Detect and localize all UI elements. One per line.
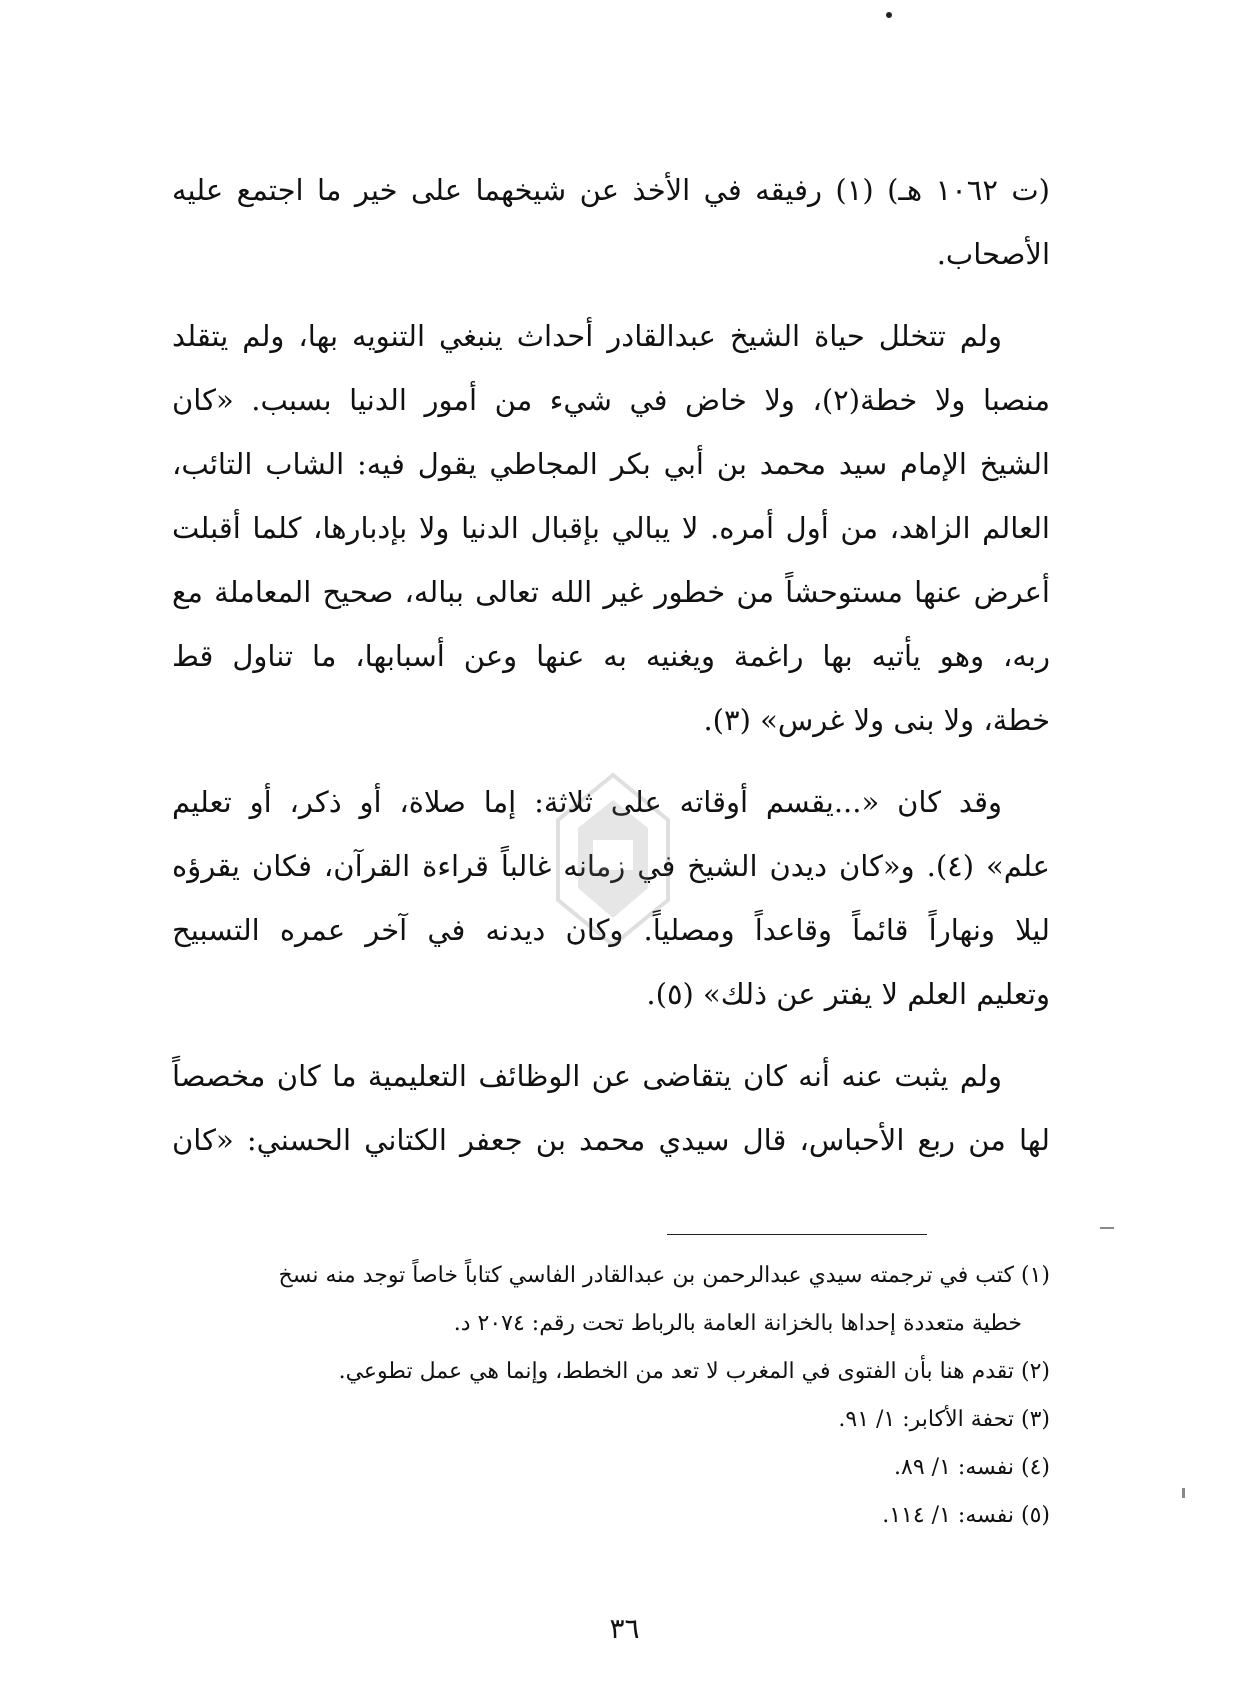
text-line: ولم تتخلل حياة الشيخ عبدالقادر أحداث ينبغي التنويه بها، ولم يتقلد — [172, 319, 1002, 353]
text-line: ربه، وهو يأتيه بها راغمة ويغنيه به عنها وعن أسبابها، ما تناول قط — [172, 639, 1050, 673]
text-line: ولم يثبت عنه أنه كان يتقاضى عن الوظائف التعليمية ما كان مخصصاً — [172, 1059, 1002, 1093]
footnote-line: خطية متعددة إحداها بالخزانة العامة بالرباط تحت رقم: ٢٠٧٤ د. — [453, 1311, 1022, 1336]
footnote-line: (٣) تحفة الأكابر: ١/ ٩١. — [838, 1407, 1050, 1432]
text-line: لها من ربع الأحباس، قال سيدي محمد بن جعفر الكتاني الحسني: «كان — [172, 1123, 1050, 1157]
text-line: علم» (٤). و«كان ديدن الشيخ في زمانه غالباً قراءة القرآن، فكان يقرؤه — [172, 849, 1050, 883]
footnote-line: (٤) نفسه: ١/ ٨٩. — [894, 1455, 1050, 1480]
text-line: وقد كان «...يقسم أوقاته على ثلاثة: إما صلاة، أو ذكر، أو تعليم — [172, 785, 1002, 819]
paragraph-gap — [172, 752, 1050, 770]
text-line: الأصحاب. — [936, 237, 1050, 271]
text-line: منصبا ولا خطة(٢)، ولا خاض في شيء من أمور الدنيا بسبب. «كان — [172, 383, 1050, 417]
page-number: ٣٦ — [609, 1612, 640, 1645]
text-line: (ت ١٠٦٢ هـ) (١) رفيقه في الأخذ عن شيخهما على خير ما اجتمع عليه — [172, 173, 1050, 207]
body-text — [172, 158, 1050, 1172]
paragraph-gap — [172, 1026, 1050, 1044]
footnotes — [172, 1252, 1050, 1540]
text-line: أعرض عنها مستوحشاً من خطور غير الله تعالى بباله، صحيح المعاملة مع — [172, 575, 1050, 609]
text-line: ليلا ونهاراً قائماً وقاعداً ومصلياً. وكان ديدنه في آخر عمره التسبيح — [172, 913, 1050, 947]
footnote-line: (٢) تقدم هنا بأن الفتوى في المغرب لا تعد من الخطط، وإنما هي عمل تطوعي. — [338, 1359, 1050, 1384]
text-line: الشيخ الإمام سيد محمد بن أبي بكر المجاطي يقول فيه: الشاب التائب، — [172, 447, 1050, 481]
footnote-separator — [667, 1234, 927, 1235]
scan-mark — [1100, 1227, 1114, 1229]
footnote-line: (٥) نفسه: ١/ ١١٤. — [882, 1503, 1050, 1528]
paragraph-gap — [172, 286, 1050, 304]
text-line: خطة، ولا بنى ولا غرس» (٣). — [703, 703, 1050, 737]
text-line: وتعليم العلم لا يفتر عن ذلك» (٥). — [646, 977, 1050, 1011]
footnote-line: (١) كتب في ترجمته سيدي عبدالرحمن بن عبدالقادر الفاسي كتاباً خاصاً توجد منه نسخ — [278, 1263, 1050, 1288]
scan-speck — [886, 12, 892, 18]
text-line: العالم الزاهد، من أول أمره. لا يبالي بإقبال الدنيا ولا بإدبارها، كلما أقبلت — [172, 511, 1050, 545]
library-seal-watermark — [548, 770, 678, 960]
scan-mark — [1182, 1488, 1185, 1498]
